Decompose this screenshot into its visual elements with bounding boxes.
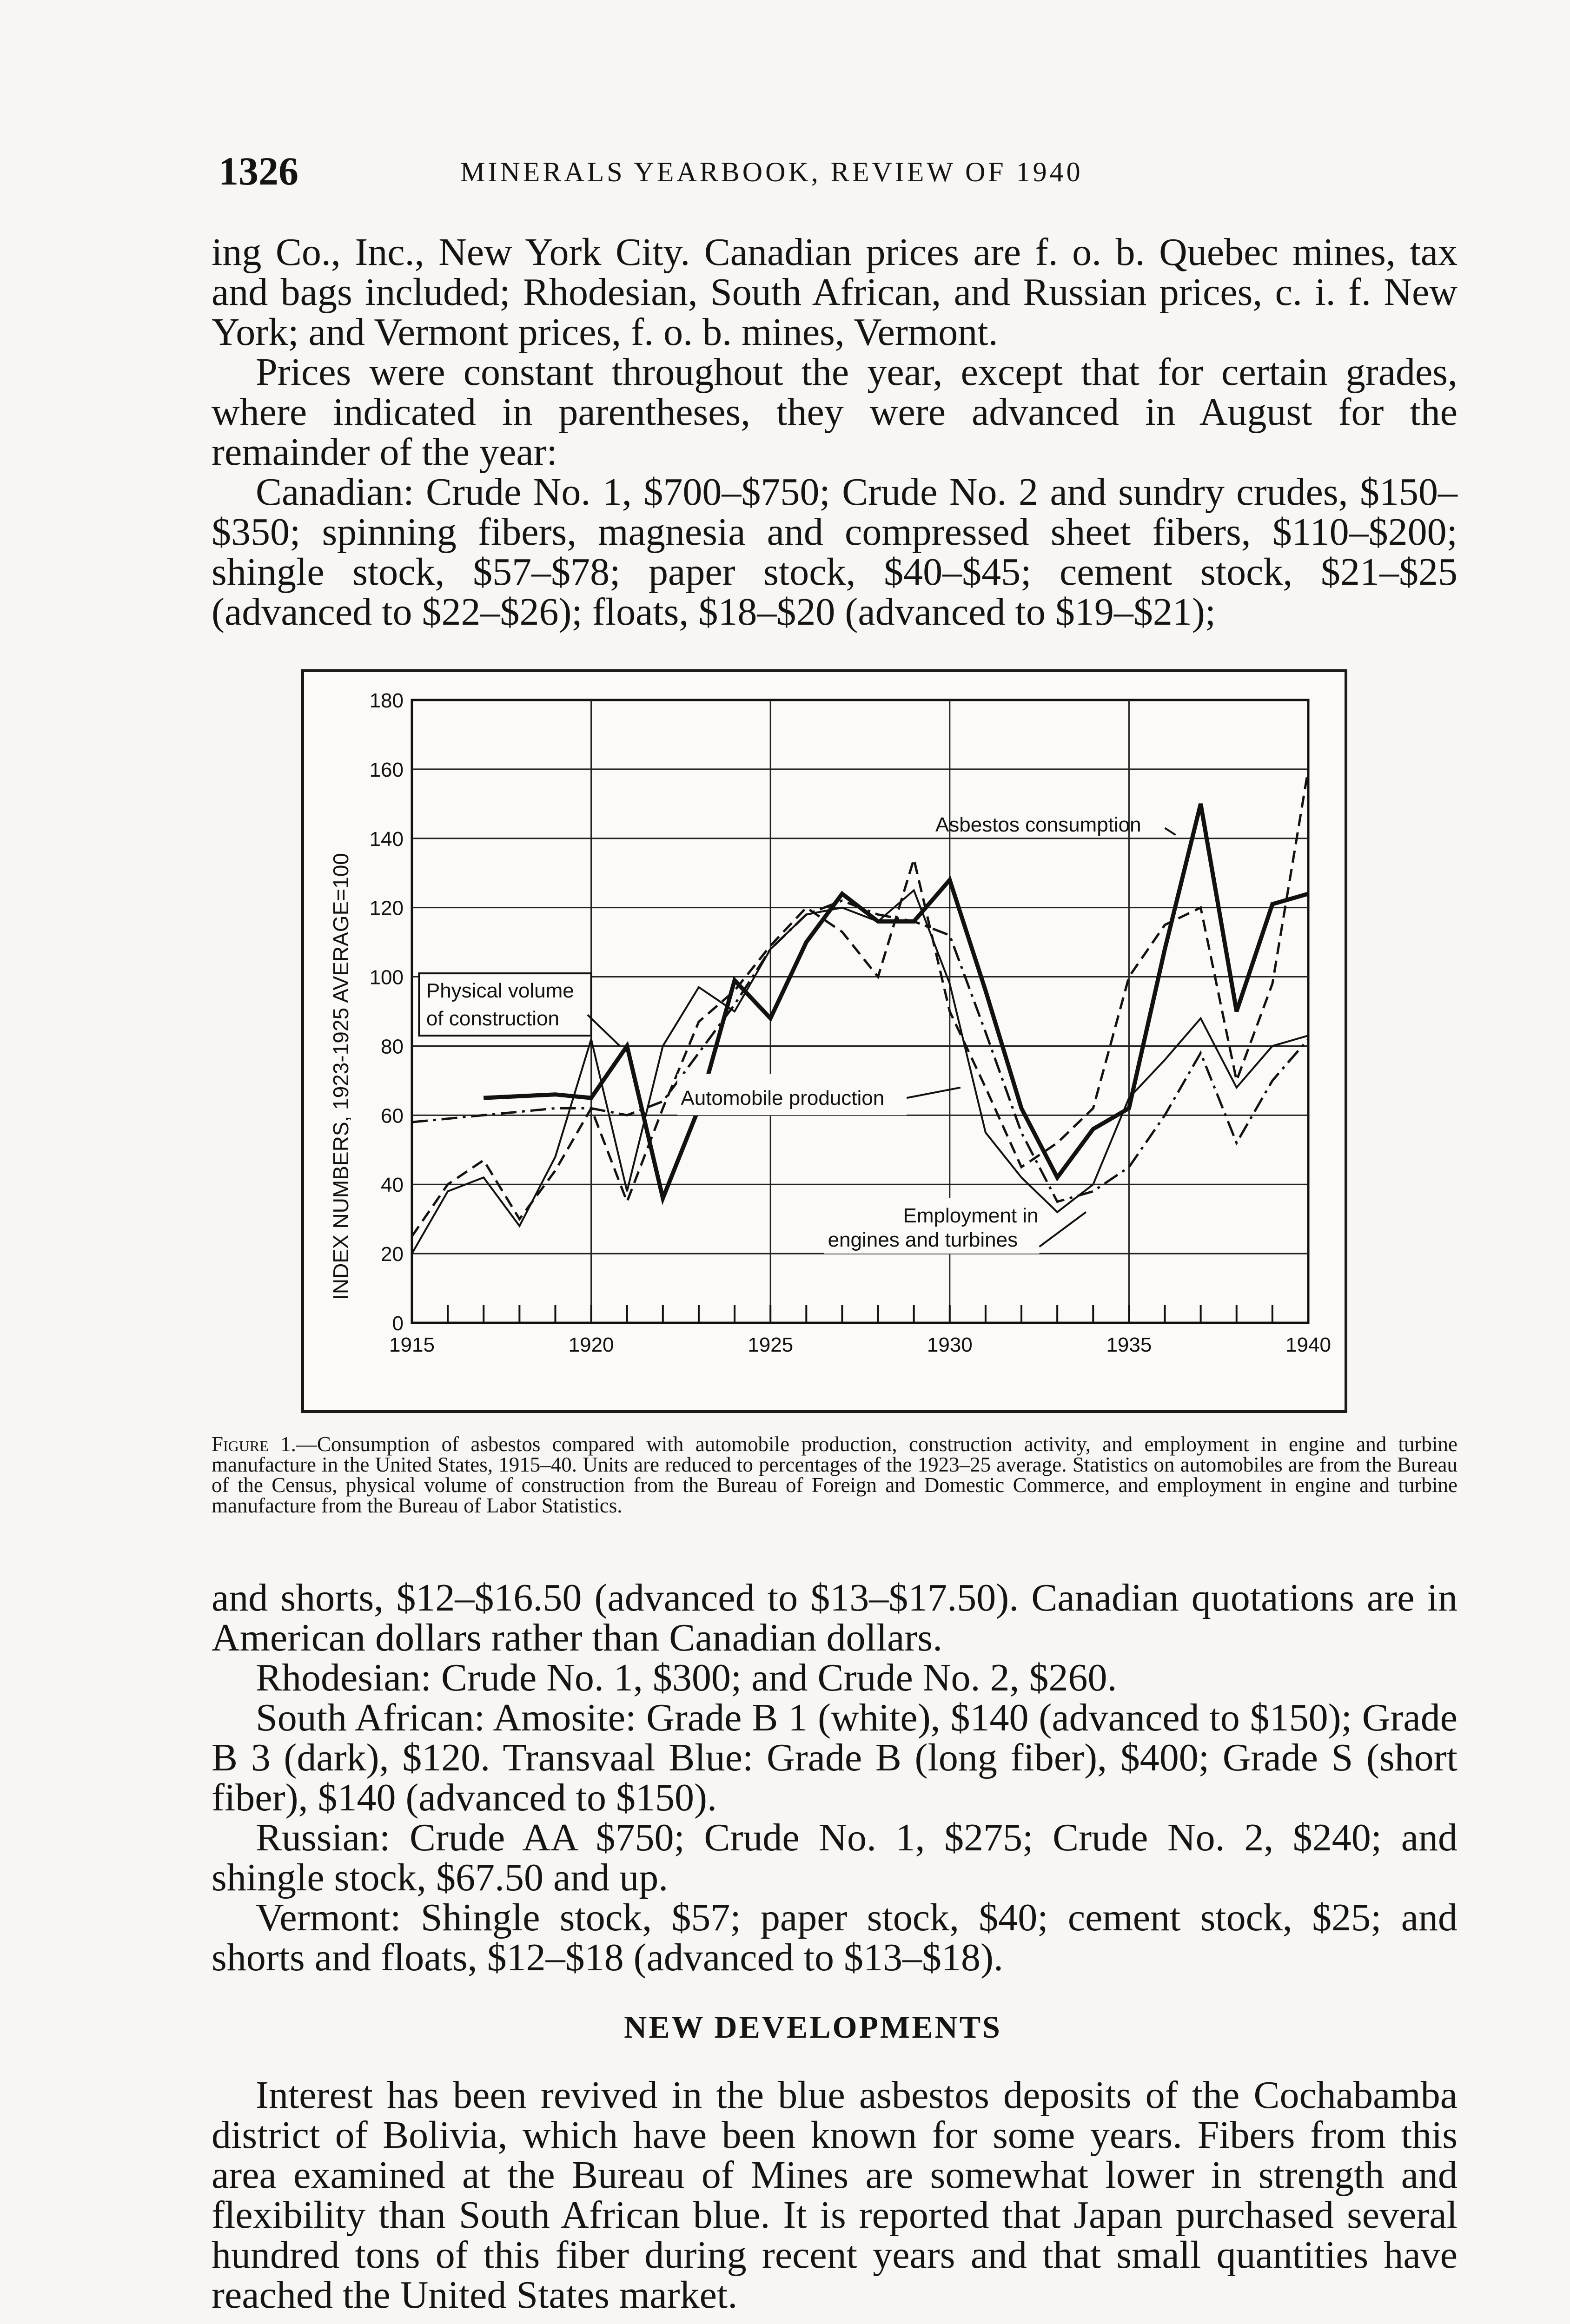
- annotation-employment: Employment in: [903, 1204, 1039, 1228]
- x-tick-label: 1920: [568, 1334, 614, 1356]
- paragraph: and shorts, $12–$16.50 (advanced to $13–$17.50). Canadian quotations are in American dollars rather than Canadian dollars.: [212, 1576, 1457, 1659]
- x-tick-label: 1930: [927, 1334, 973, 1356]
- paragraph: Prices were constant throughout the year, except that for certain grades, where indicated in parentheses, they were advanced in August for the remainder of the year:: [212, 350, 1457, 474]
- section-heading: NEW DEVELOPMENTS: [624, 2009, 1002, 2045]
- new-developments-text: [212, 2075, 1457, 2315]
- figure-caption-text: —Consumption of asbestos compared with automobile production, construction activity, and employment in engine and turbine manufacture in the United States, 1915–40. Units are reduced to percentages of the 1923–25 average. Statistics on automobiles are from the Bureau of the Census, physical volume of construction from the Bureau of Foreign and Domestic Commerce, and employment in engine and turbine manufacture from the Bureau of Labor Statistics.: [212, 1433, 1458, 1517]
- paragraph: Russian: Crude AA $750; Crude No. 1, $275; Crude No. 2, $240; and shingle stock, $67.50 and up.: [212, 1816, 1457, 1899]
- price-notes-text: [212, 232, 1457, 632]
- figure-label: Figure 1.: [212, 1433, 296, 1456]
- y-tick-label: 80: [381, 1035, 404, 1058]
- x-tick-label: 1915: [389, 1334, 435, 1356]
- y-tick-label: 40: [381, 1174, 404, 1197]
- y-tick-label: 0: [392, 1312, 404, 1335]
- annotation-construction-line2: of construction: [426, 1007, 560, 1030]
- chart-annotations: [419, 813, 1175, 1254]
- page-number: 1326: [219, 149, 298, 193]
- y-tick-label: 160: [369, 758, 404, 781]
- annotation-construction: Physical volume: [426, 979, 574, 1003]
- annotation-leader-line: [1165, 828, 1176, 835]
- price-list-text: [212, 1578, 1457, 1978]
- y-tick-label: 20: [381, 1243, 404, 1266]
- annotation-leader-line: [1040, 1212, 1086, 1247]
- y-tick-label: 60: [381, 1104, 404, 1128]
- paragraph: Interest has been revived in the blue asbestos deposits of the Cochabamba district of Bolivia, which have been known for some years. Fibers from this area examined at the Bureau of Mines are somewhat lower in strength and flexibility than South African blue. It is reported that Japan purchased several hundred tons of this fiber during recent years and that small quantities have reached the United States market.: [212, 2073, 1457, 2317]
- x-tick-label: 1925: [748, 1334, 794, 1356]
- x-tick-label: 1940: [1285, 1334, 1331, 1356]
- page-header: [219, 148, 1460, 193]
- y-axis-label: INDEX NUMBERS, 1923-1925 AVERAGE=100: [329, 853, 353, 1300]
- running-title: MINERALS YEARBOOK, REVIEW OF 1940: [460, 157, 1083, 187]
- figure-1-chart: [301, 669, 1347, 1413]
- paragraph: Canadian: Crude No. 1, $700–$750; Crude No. 2 and sundry crudes, $150–$350; spinning fibers, magnesia and compressed sheet fibers, $110–$200; shingle stock, $57–$78; paper stock, $40–$45; cement stock, $21–$25 (advanced to $22–$26); floats, $18–$20 (advanced to $19–$21);: [212, 470, 1457, 634]
- y-tick-label: 100: [369, 966, 404, 989]
- physical-volume-of-construction-series-line: [412, 901, 1308, 1202]
- paragraph: ing Co., Inc., New York City. Canadian prices are f. o. b. Quebec mines, tax and bags included; Rhodesian, South African, and Russian prices, c. i. f. New York; and Vermont prices, f. o. b. mines, Vermont.: [212, 231, 1457, 354]
- paragraph: South African: Amosite: Grade B 1 (white), $140 (advanced to $150); Grade B 3 (dark), $120. Transvaal Blue: Grade B (long fiber), $400; Grade S (short fiber), $140 (advanced to $150).: [212, 1696, 1457, 1819]
- annotation-leader-line: [907, 1088, 961, 1098]
- x-tick-label: 1935: [1106, 1334, 1152, 1356]
- y-tick-label: 120: [369, 897, 404, 920]
- y-tick-label: 180: [369, 689, 404, 712]
- annotation-asbestos-consumption: Asbestos consumption: [935, 813, 1141, 836]
- y-tick-label: 140: [369, 827, 404, 851]
- line-chart: [304, 672, 1345, 1410]
- annotation-employment-line2: engines and turbines: [828, 1228, 1018, 1252]
- paragraph: Vermont: Shingle stock, $57; paper stock, $40; cement stock, $25; and shorts and floats, $12–$18 (advanced to $13–$18).: [212, 1896, 1457, 1979]
- asbestos-consumption-series-line: [484, 804, 1308, 1198]
- figure-caption: [212, 1434, 1457, 1516]
- paragraph: Rhodesian: Crude No. 1, $300; and Crude No. 2, $260.: [256, 1656, 1117, 1699]
- annotation-automobile-production: Automobile production: [681, 1087, 885, 1109]
